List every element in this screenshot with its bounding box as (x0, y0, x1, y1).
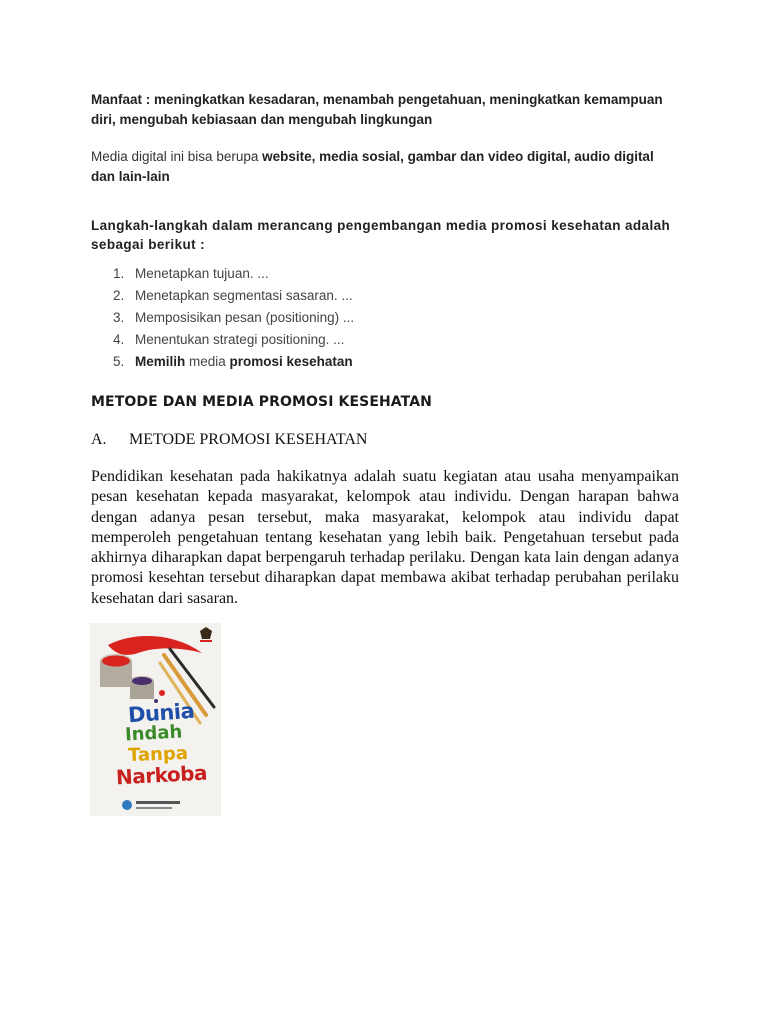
list-item (91, 329, 679, 351)
step-text: media (185, 354, 230, 369)
poster-line-dunia: Dunia (127, 698, 195, 728)
step-number: 5. (113, 354, 125, 369)
step-text-bold: promosi kesehatan (229, 354, 353, 369)
step-text: Menetapkan tujuan. ... (135, 266, 269, 281)
step-text-bold: Memilih (135, 354, 186, 369)
media-digital-prefix: Media digital ini bisa berupa (91, 149, 263, 164)
sub-title-letter: A. (91, 431, 107, 448)
step-text: Menentukan strategi positioning. ... (135, 332, 345, 347)
list-item (91, 307, 679, 329)
media-digital-paragraph (91, 147, 679, 187)
body-paragraph: Pendidikan kesehatan pada hakikatnya adalah suatu kegiatan atau usaha menyampaikan pesan kesehatan kepada masyarakat, kelompok atau individu. Dengan harapan bahwa dengan adanya pesan tersebut, maka masyarakat, kelompok atau individu dapat memperoleh pengetahuan tentang kesehatan yang lebih baik. Pengetahuan tersebut pada akhirnya diharapkan dapat berpengaruh terhadap perilaku. Dengan kata lain dengan adanya promosi kesehtan tersebut diharapkan dapat membawa akibat terhadap perubahan perilaku kesehatan dari sasaran. (91, 468, 679, 607)
step-number: 3. (113, 310, 125, 325)
list-item (91, 285, 679, 307)
poster-line-narkoba: Narkoba (115, 760, 208, 790)
list-item (91, 351, 679, 373)
section-title: METODE DAN MEDIA PROMOSI KESEHATAN (91, 394, 432, 410)
step-text: Menetapkan segmentasi sasaran. ... (135, 288, 353, 303)
sub-title (91, 431, 679, 449)
steps-list (91, 263, 679, 373)
media-digital-bold: website, media sosial, gambar dan video digital, audio digital dan lain-lain (91, 149, 654, 184)
poster-image (90, 623, 221, 816)
poster-line-indah: Indah (124, 721, 183, 746)
step-text: Memposisikan pesan (positioning) ... (135, 310, 355, 325)
poster-line-tanpa: Tanpa (127, 742, 189, 767)
document-page (91, 90, 679, 609)
step-number: 1. (113, 266, 125, 281)
step-number: 2. (113, 288, 125, 303)
list-item (91, 263, 679, 285)
poster-title (90, 623, 221, 816)
langkah-intro: Langkah-langkah dalam merancang pengembangan media promosi kesehatan adalah sebagai berikut : (91, 218, 671, 252)
sub-title-text: METODE PROMOSI KESEHATAN (129, 431, 368, 448)
manfaat-paragraph: Manfaat : meningkatkan kesadaran, menambah pengetahuan, meningkatkan kemampuan diri, mengubah kebiasaan dan mengubah lingkungan (91, 92, 663, 127)
step-number: 4. (113, 332, 125, 347)
